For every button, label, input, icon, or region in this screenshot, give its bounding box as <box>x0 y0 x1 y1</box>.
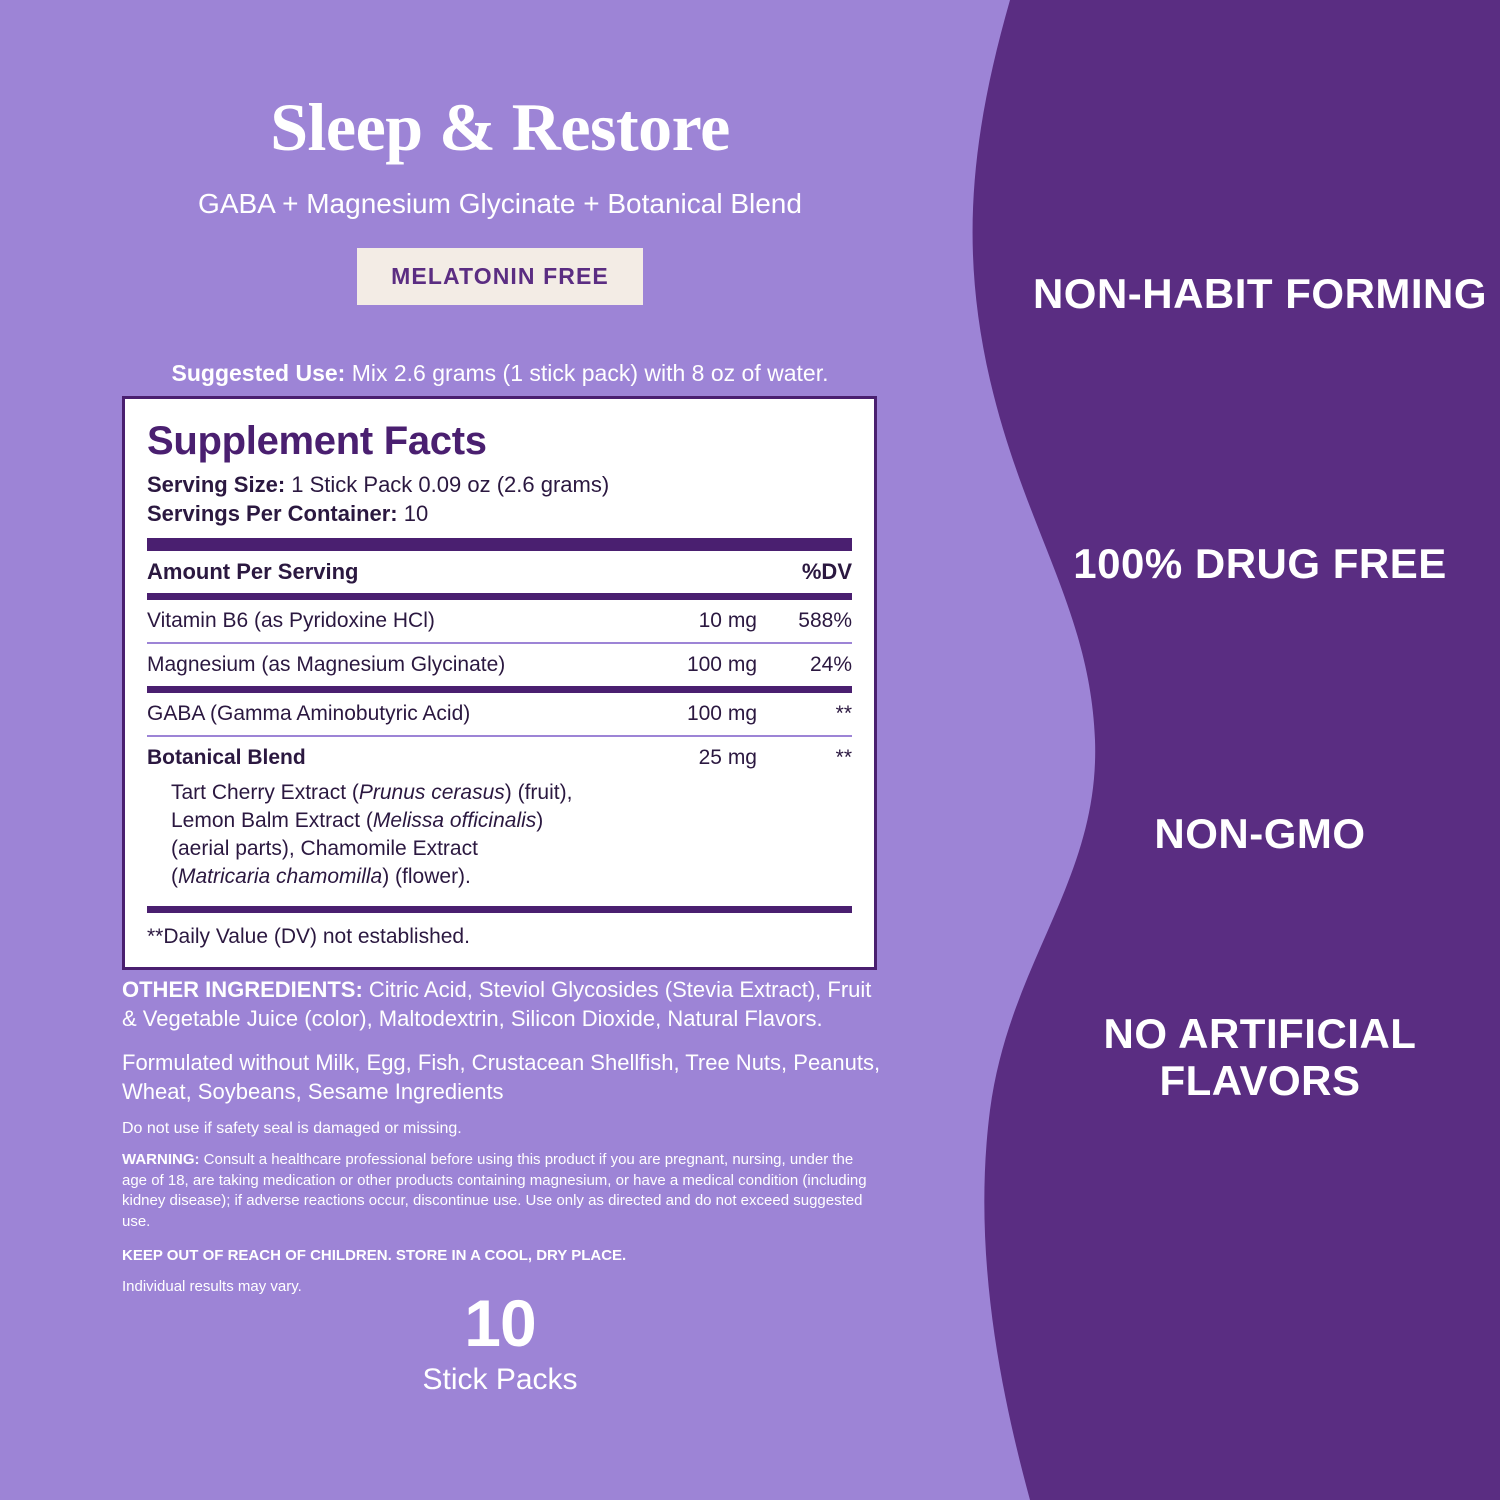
blend-line-2-post: ) <box>536 809 544 833</box>
blend-line-4-post: ) (flower). <box>382 865 471 889</box>
claim-no-artificial-flavors: NO ARTIFICIAL FLAVORS <box>1103 1010 1417 1105</box>
table-row-blend <box>147 737 852 779</box>
other-ingredients <box>122 975 882 1034</box>
servings-per-container-value: 10 <box>397 501 429 527</box>
nutrient-dv: 24% <box>809 653 852 677</box>
formulated-without: Formulated without Milk, Egg, Fish, Crustacean Shellfish, Tree Nuts, Peanuts, Wheat, Soybeans, Sesame Ingredients <box>122 1049 881 1104</box>
nutrient-amount: 100 mg <box>686 702 757 726</box>
fine-print <box>122 975 882 1295</box>
amount-per-serving-label: Amount Per Serving <box>147 559 359 585</box>
claim-drug-free: 100% DRUG FREE <box>1073 540 1447 587</box>
warning-text <box>122 1150 882 1233</box>
serving-size-label: Serving Size: <box>147 472 286 497</box>
product-title: Sleep & Restore <box>270 89 730 165</box>
keep-out-of-reach: KEEP OUT OF REACH OF CHILDREN. STORE IN A COOL, DRY PLACE. <box>122 1246 627 1264</box>
blend-line-4-latin: Matricaria chamomilla <box>178 865 383 889</box>
facts-column-header <box>147 551 852 593</box>
nutrient-name: Magnesium (as Magnesium Glycinate) <box>147 653 506 677</box>
divider-med-bottom <box>147 906 852 913</box>
melatonin-free-badge-wrap <box>0 248 1000 305</box>
supplement-facts-panel <box>122 396 877 970</box>
blend-line-4-pre: ( <box>171 865 178 889</box>
blend-line-3: (aerial parts), Chamomile Extract <box>171 837 478 861</box>
blend-amount: 25 mg <box>698 746 757 770</box>
blend-line-1-latin: Prunus cerasus <box>358 781 505 805</box>
melatonin-free-badge: MELATONIN FREE <box>357 248 643 305</box>
blend-ingredients <box>147 779 852 906</box>
claim-non-habit-forming: NON-HABIT FORMING <box>1032 270 1488 317</box>
table-row <box>147 600 852 642</box>
suggested-use-text: Mix 2.6 grams (1 stick pack) with 8 oz of water. <box>345 360 829 386</box>
warning-body: Consult a healthcare professional before using this product if you are pregnant, nursing, under the age of 18, are taking medication or other products containing magnesium, or have a medical condition (including kidney disease); if adverse reactions occur, discontinue use. Use only as directed and do not exceed suggested use. <box>122 1151 867 1231</box>
nutrient-amount: 100 mg <box>686 653 757 677</box>
suggested-use <box>0 360 1000 387</box>
nutrient-dv: 588% <box>798 609 852 633</box>
blend-dv: ** <box>835 746 852 770</box>
nutrient-amount: 10 mg <box>698 609 757 633</box>
nutrient-name: Vitamin B6 (as Pyridoxine HCl) <box>147 609 435 633</box>
serving-size-line <box>147 470 852 499</box>
dv-footnote: **Daily Value (DV) not established. <box>147 924 470 948</box>
servings-per-container-line <box>147 499 852 528</box>
claims-list <box>1020 0 1500 1500</box>
pack-count-label: Stick Packs <box>422 1363 578 1396</box>
blend-line-1-pre: Tart Cherry Extract ( <box>171 781 359 805</box>
blend-line-2-latin: Melissa officinalis <box>372 809 537 833</box>
claim-non-gmo: NON-GMO <box>1154 810 1366 857</box>
serving-size-value: 1 Stick Pack 0.09 oz (2.6 grams) <box>285 472 610 497</box>
table-row <box>147 644 852 686</box>
other-ingredients-text: Citric Acid, Steviol Glycosides (Stevia Extract), Fruit & Vegetable Juice (color), Maltodextrin, Silicon Dioxide, Natural Flavors. <box>122 977 872 1032</box>
pack-count-number: 10 <box>464 1286 536 1360</box>
divider-med-mid <box>147 686 852 693</box>
table-row <box>147 693 852 735</box>
dv-column-label: %DV <box>801 559 852 585</box>
nutrient-dv: ** <box>835 702 852 726</box>
divider-med-header <box>147 593 852 600</box>
nutrient-name: GABA (Gamma Aminobutyric Acid) <box>147 702 471 726</box>
individual-results-note: Individual results may vary. <box>122 1277 302 1295</box>
servings-per-container-label: Servings Per Container: <box>147 501 398 527</box>
supplement-facts-heading: Supplement Facts <box>147 419 487 463</box>
blend-line-1-post: ) (fruit), <box>504 781 573 805</box>
divider-thick-top <box>147 538 852 551</box>
safety-seal-note: Do not use if safety seal is damaged or missing. <box>122 1120 462 1137</box>
product-subtitle: GABA + Magnesium Glycinate + Botanical Blend <box>198 188 802 219</box>
suggested-use-label: Suggested Use: <box>171 360 346 386</box>
pack-count <box>0 1285 1000 1397</box>
other-ingredients-label: OTHER INGREDIENTS: <box>122 977 363 1002</box>
blend-name: Botanical Blend <box>147 746 306 770</box>
blend-line-2-pre: Lemon Balm Extract ( <box>171 809 373 833</box>
warning-label: WARNING: <box>122 1151 200 1168</box>
